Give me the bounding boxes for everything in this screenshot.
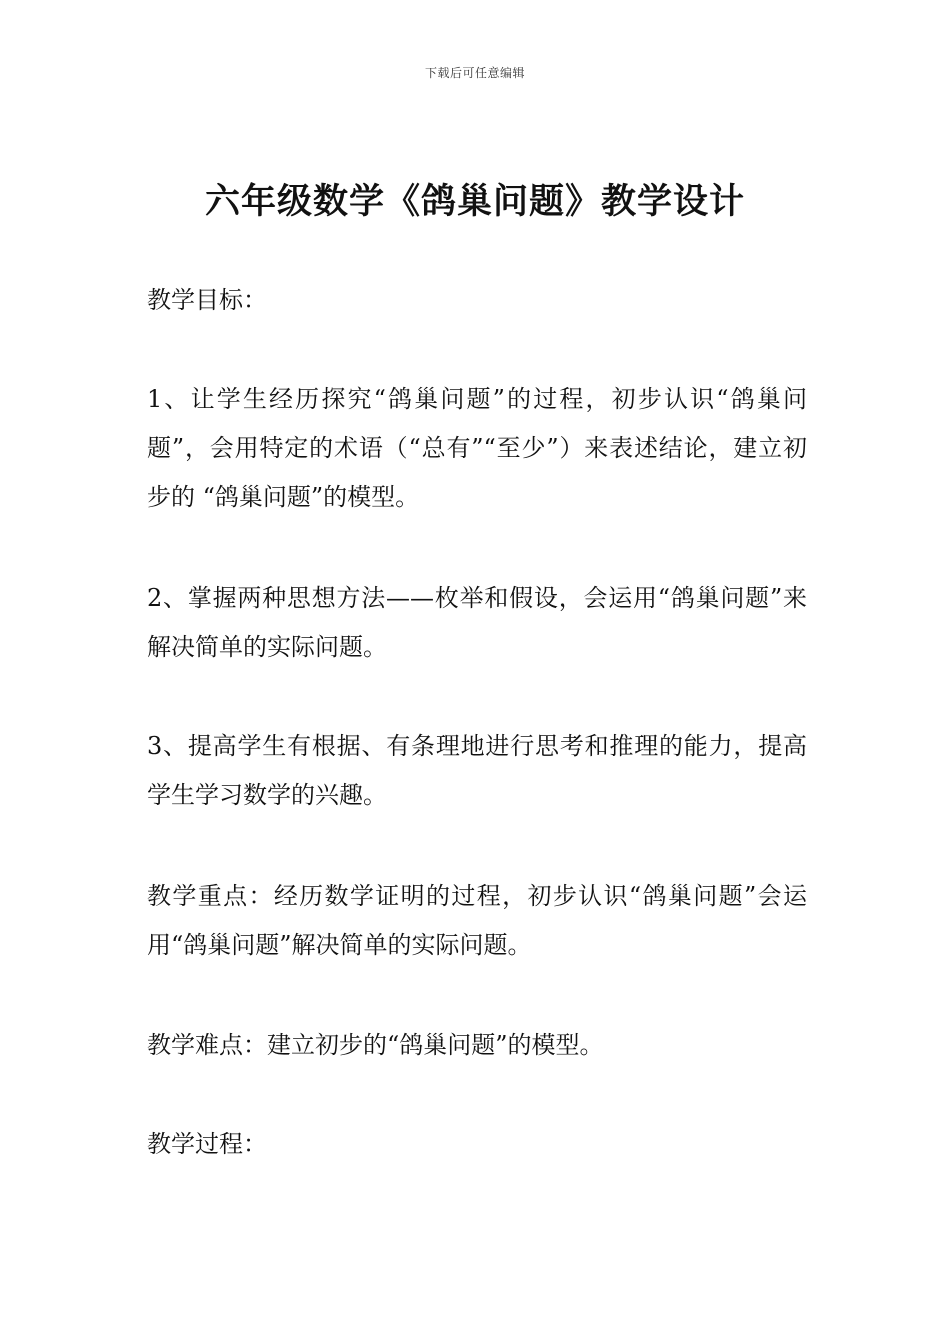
objective-1-paragraph: 1、让学生经历探究“鸽巢问题”的过程，初步认识“鸽巢问题”，会用特定的术语（“总有”“至少”）来表述结论，建立初步的 “鸽巢问题”的模型。 — [147, 385, 807, 511]
objective-2-paragraph: 2、掌握两种思想方法——枚举和假设，会运用“鸽巢问题”来解决简单的实际问题。 — [147, 584, 807, 661]
key-points-paragraph: 教学重点：经历数学证明的过程，初步认识“鸽巢问题”会运用“鸽巢问题”解决简单的实际问题。 — [147, 882, 807, 959]
difficult-points-paragraph: 教学难点：建立初步的“鸽巢问题”的模型。 — [147, 1031, 604, 1059]
objectives-heading: 教学目标： — [147, 286, 267, 314]
header-note: 下载后可任意编辑 — [424, 66, 525, 80]
process-heading: 教学过程： — [147, 1130, 267, 1158]
objective-3-paragraph: 3、提高学生有根据、有条理地进行思考和推理的能力，提高学生学习数学的兴趣。 — [147, 732, 807, 809]
document-title: 六年级数学《鸽巢问题》教学设计 — [204, 182, 745, 222]
